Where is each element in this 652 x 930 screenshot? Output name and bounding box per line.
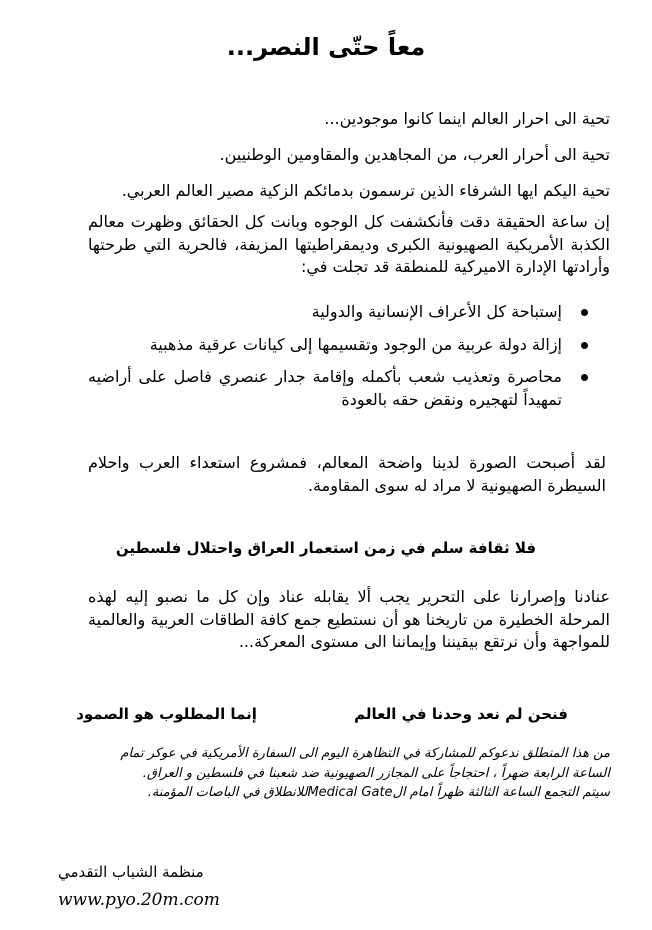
list-item: إستباحة كل الأعراف الإنسانية والدولية [88,301,590,324]
greeting-line-1: تحية الى احرار العالم اينما كانوا موجودين... [324,109,610,128]
page-title: معاً حتّى النصر... [226,33,426,61]
picture-paragraph: لقد أصبحت الصورة لدينا واضحة المعالم، فمشروع استعداء العرب واحلام السيطرة الصهيونية لا مراد له سوى المقاومة. [88,453,606,495]
call-line-3 [88,783,610,803]
intro-paragraph: إن ساعة الحقيقة دقت فأنكشفت كل الوجوه وبانت كل الحقائق وظهرت معالم الكذبة الأمريكية الصهيونية الكبرى وديمقراطيتها المزيفة، فالحرية التي طرحتها وأرادتها الإدارة الاميركية للمنطقة قد تجلت في: [88,212,610,276]
violations-list [88,301,590,421]
slogans-row [76,703,568,725]
greeting-line-3: تحية اليكم ايها الشرفاء الذين ترسمون بدمائكم الزكية مصير العالم العربي. [121,181,610,200]
resolve-paragraph: عنادنا وإصرارنا على التحرير يجب ألا يقابله عناد وإن كل ما نصبو إليه لهذه المرحلة الخطيرة من تاريخنا هو أن نستطيع جمع كافة الطاقات العربية والعالمية للمواجهة وأن نرتقع بيقيننا وإيماننا الى مستوى المعركة... [88,587,610,651]
call-line-3-start: سيتم التجمع الساعة الثالثة ظهراً امام ال [392,785,610,800]
bold-statement: فلا ثقافة سلم في زمن استعمار العراق واحتلال فلسطين [115,539,537,557]
call-line-3-end: للانطلاق في الباصات المؤمنة. [147,785,308,800]
medical-gate-label: Medical Gate [307,785,393,800]
slogan-second: إنما المطلوب هو الصمود [76,705,257,723]
call-line-2: الساعة الرابعة ضهراً ، احتجاجاً على المجازر الصهيونية ضد شعبنا في فلسطين و العراق. [142,765,610,781]
call-line-1: من هذا المنطلق ندعوكم للمشاركة في التظاهرة اليوم الى السفارة الأمريكية في عوكر تمام [120,746,610,761]
website-link[interactable]: www.pyo.20m.com [58,890,220,910]
list-item: محاصرة وتعذيب شعب بأكمله وإقامة جدار عنصري فاصل على أراضيه تمهيداً لتهجيره ونقض حقه بالعودة [88,366,590,411]
list-item: إزالة دولة عربية من الوجود وتقسيمها إلى كيانات عرقية مذهبية [88,334,590,357]
slogan-first: فنحن لم نعد وحدنا في العالم [354,705,568,723]
greeting-line-2: تحية الى أحرار العرب، من المجاهدين والمقاومين الوطنيين. [219,145,610,164]
call-to-action [88,744,610,803]
organization-name: منظمة الشباب التقدمي [58,863,204,881]
